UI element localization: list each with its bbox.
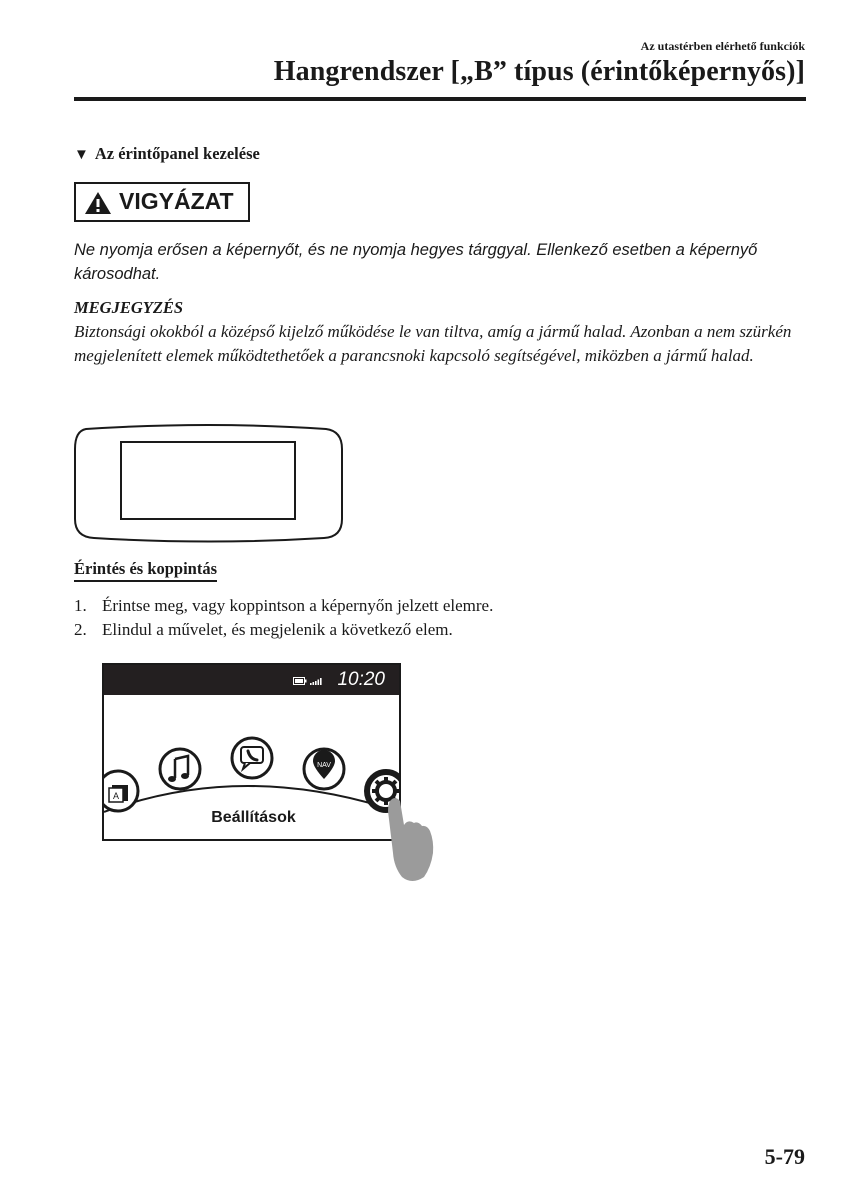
status-bar [104, 665, 399, 695]
screen-illustration [102, 663, 401, 841]
page-title: Hangrendszer [„B” típus (érintőképernyős)] [273, 56, 805, 87]
list-item [74, 618, 493, 642]
caution-label: VIGYÁZAT [119, 188, 234, 214]
caution-text: Ne nyomja erősen a képernyőt, és ne nyomja hegyes tárggyal. Ellenkező esetben a képernyő károsodhat. [74, 241, 758, 283]
step-number: 2. [74, 620, 87, 639]
status-icons [293, 676, 323, 686]
page-number: 5-79 [764, 1144, 805, 1169]
section-marker: ▼ [74, 147, 89, 163]
note-heading: MEGJEGYZÉS [74, 298, 184, 317]
list-item [74, 594, 493, 618]
chapter-title: Az utastérben elérhető funkciók [640, 39, 805, 53]
clock: 10:20 [337, 669, 385, 690]
steps-list [74, 594, 493, 642]
subsection-heading: Érintés és koppintás [74, 559, 217, 582]
phone-icon[interactable] [232, 738, 272, 778]
selected-menu-label: Beállítások [211, 809, 296, 826]
warning-triangle-icon [84, 191, 112, 215]
nav-label: NAV [317, 762, 331, 769]
signal-strength-icon [310, 678, 322, 685]
header-rule [74, 97, 806, 101]
section-title: Az érintőpanel kezelése [94, 144, 260, 163]
center-display-illustration [70, 423, 350, 545]
music-note-icon[interactable] [160, 749, 200, 789]
navigation-icon[interactable] [304, 749, 344, 789]
step-number: 1. [74, 596, 87, 615]
note-text: Biztonsági okokból a középső kijelző működése le van tiltva, amíg a jármű halad. Azonban a nem szürkén megjelenített elemek működtethetőek a parancsnoki kapcsoló segítségével, miközben a jármű halad. [74, 322, 792, 365]
applications-icon[interactable] [104, 771, 138, 811]
caution-box [74, 182, 250, 222]
step-text: Érintse meg, vagy koppintson a képernyőn jelzett elemre. [102, 596, 494, 615]
pointing-finger-icon [380, 795, 440, 885]
step-text: Elindul a művelet, és megjelenik a következő elem. [102, 620, 453, 639]
section-heading [74, 144, 260, 164]
apps-label: A [112, 791, 120, 801]
battery-icon [294, 678, 307, 685]
